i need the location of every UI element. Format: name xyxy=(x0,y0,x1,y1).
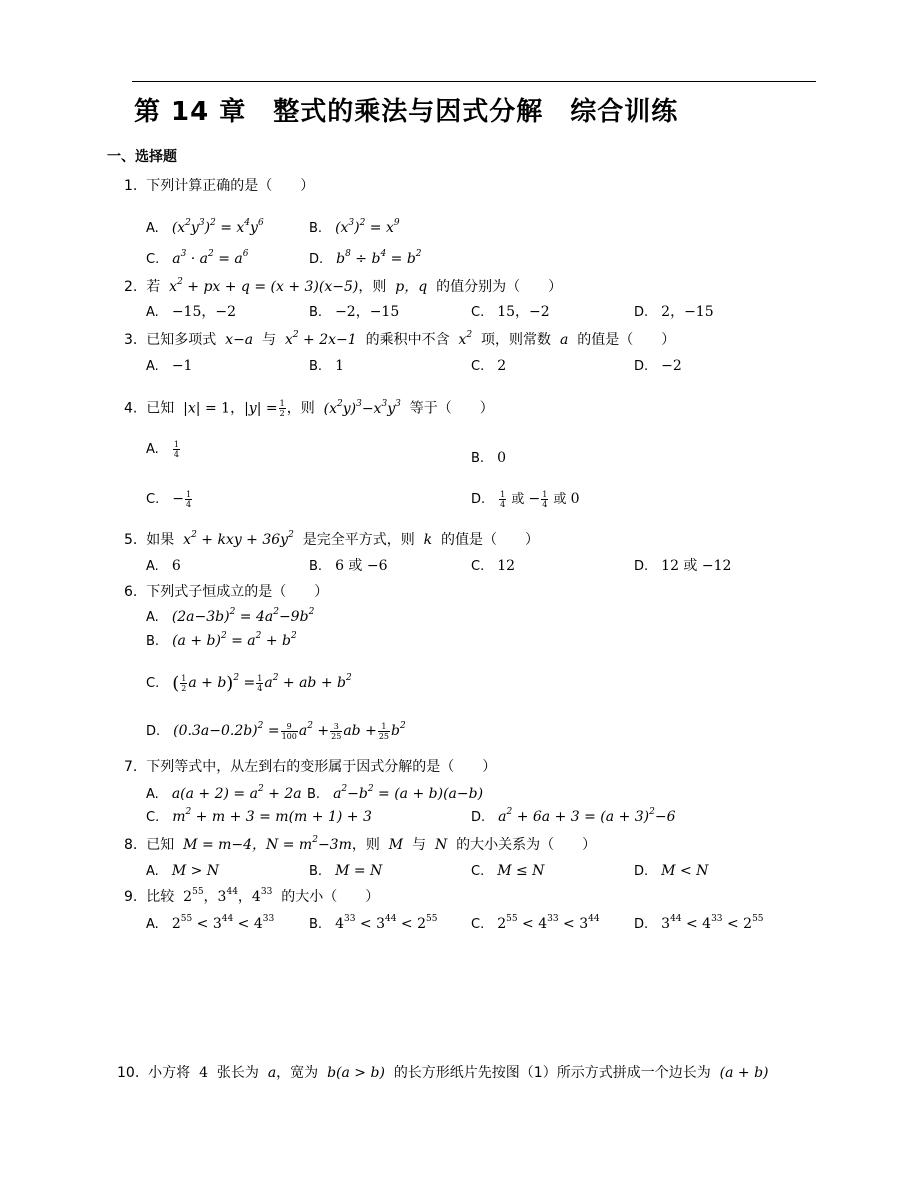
question-3: 3. 已知多项式 x−a 与 $x^2 + 2x-1$ 的乘积中不含 $x^2$ 项，则常数 a 的值是（ ） xyxy=(124,330,676,348)
q2-option-a[interactable]: A. −15，−2 xyxy=(146,304,236,320)
question-10: 10. 小方将 4 张长为 a，宽为 b(a > b) 的长方形纸片先按图（1）所示方式拼成一个边长为 (a + b) xyxy=(117,1065,769,1081)
question-number: 9. xyxy=(124,889,138,905)
question-stem: 下列等式中，从左到右的变形属于因式分解的是（ ） xyxy=(146,759,497,775)
q5-option-a[interactable]: A. 6 xyxy=(146,558,181,574)
q5-option-d[interactable]: D. 12 或 −12 xyxy=(634,558,732,574)
q6-option-b[interactable]: B. $(a + b)^2 = a^2 + b^2$ xyxy=(146,631,297,649)
question-9: 9. 比较 $2^{55}$，$3^{44}$，$4^{33}$ 的大小（ ） xyxy=(124,887,380,905)
question-6 xyxy=(124,583,328,601)
q9-option-b[interactable]: B. $4^{33} < 3^{44} < 2^{55}$ xyxy=(309,914,438,932)
q4-option-b[interactable]: B. 0 xyxy=(471,450,506,466)
q1-option-a[interactable]: A. $(x^2y^3)^2 = x^4y^6$ xyxy=(146,218,264,236)
q2-option-c[interactable]: C. 15，−2 xyxy=(471,304,550,320)
question-number: 8. xyxy=(124,837,138,853)
question-stem: 下列式子恒成立的是（ ） xyxy=(146,584,329,600)
q9-option-a[interactable]: A. $2^{55} < 3^{44} < 4^{33}$ xyxy=(146,914,275,932)
q6-option-a[interactable]: A. $(2a-3b)^2 = 4a^2-9b^2$ xyxy=(146,607,315,625)
question-1 xyxy=(124,177,314,195)
question-2: 2. 若 $x^2$ + px + q = (x + 3)(x−5)，则 p，q 的值分别为（ ） xyxy=(124,277,563,295)
q6-option-d[interactable]: D. $(0.3a-0.2b)^2$ = $\frac{9}{100}$ $a^2$ + $\frac{3}{25}$ ab + $\frac{1}{25}$ $b^2$ xyxy=(146,721,406,741)
question-number: 4. xyxy=(124,400,138,417)
header-rule xyxy=(132,81,816,82)
q3-option-a[interactable]: A. −1 xyxy=(146,358,193,374)
question-number: 3. xyxy=(124,332,138,348)
page-title: 第 14 章 整式的乘法与因式分解 综合训练 xyxy=(134,97,679,127)
section-heading: 一、选择题 xyxy=(107,149,177,165)
q8-option-a[interactable]: A. M > N xyxy=(146,863,220,879)
q4-option-a[interactable]: A. $\frac{1}{4}$ xyxy=(146,440,179,459)
q7-option-d[interactable]: D. $a^2 + 6a + 3 = (a + 3)^2-6$ xyxy=(471,807,676,825)
q2-option-b[interactable]: B. −2，−15 xyxy=(309,304,400,320)
question-7 xyxy=(124,758,496,776)
q6-option-c[interactable]: C. ( $\frac{1}{2}$ a + b)$^2$ = $\frac{1}{4}$ $a^2$ + ab + $b^2$ xyxy=(146,673,352,694)
q7-option-b[interactable]: B. $a^2-b^2 = (a + b)(a-b)$ xyxy=(307,784,484,802)
q8-option-b[interactable]: B. M = N xyxy=(309,863,383,879)
question-number: 6. xyxy=(124,584,138,600)
q3-option-c[interactable]: C. 2 xyxy=(471,358,507,374)
q1-option-b[interactable]: B. $(x^3)^2 = x^9$ xyxy=(309,218,400,236)
q8-option-d[interactable]: D. M < N xyxy=(634,863,709,879)
q9-option-c[interactable]: C. $2^{55} < 4^{33} < 3^{44}$ xyxy=(471,914,600,932)
q7-option-c[interactable]: C. $m^2 + m + 3 = m(m + 1) + 3$ xyxy=(146,807,372,825)
q4-option-c[interactable]: C. − $\frac{1}{4}$ xyxy=(146,490,192,509)
question-stem: 下列计算正确的是（ ） xyxy=(146,178,315,194)
question-number: 5. xyxy=(124,532,138,548)
question-number: 1. xyxy=(124,178,138,194)
question-4: 4. 已知 |x| = 1，|y| = $\frac{1}{2}$ ，则 $(x^2y)^3-x^3y^3$ 等于（ ） xyxy=(124,398,494,418)
question-number: 10. xyxy=(117,1065,140,1081)
q7-option-a[interactable]: A. $a(a + 2) = a^2 + 2a$ xyxy=(146,784,302,802)
question-number: 7. xyxy=(124,759,138,775)
q3-option-d[interactable]: D. −2 xyxy=(634,358,682,374)
question-number: 2. xyxy=(124,279,138,295)
q9-option-d[interactable]: D. $3^{44} < 4^{33} < 2^{55}$ xyxy=(634,914,764,932)
q8-option-c[interactable]: C. M ≤ N xyxy=(471,863,545,879)
q5-option-b[interactable]: B. 6 或 −6 xyxy=(309,558,388,574)
q4-option-d[interactable]: D. $\frac{1}{4}$ 或 − $\frac{1}{4}$ 或 0 xyxy=(471,490,580,509)
q3-option-b[interactable]: B. 1 xyxy=(309,358,344,374)
question-5: 5. 如果 $x^2$ + kxy + $36y^2$ 是完全平方式，则 k 的值是（ ） xyxy=(124,530,540,548)
question-8: 8. 已知 M = m−4，$N = m^2-3m$，则 M 与 N 的大小关系为（ ） xyxy=(124,835,597,853)
q1-option-c[interactable]: C. $a^3 \cdot a^2 = a^6$ xyxy=(146,249,249,267)
q5-option-c[interactable]: C. 12 xyxy=(471,558,516,574)
q2-option-d[interactable]: D. 2，−15 xyxy=(634,304,714,320)
q1-option-d[interactable]: D. $b^8 \div b^4 = b^2$ xyxy=(309,249,422,267)
